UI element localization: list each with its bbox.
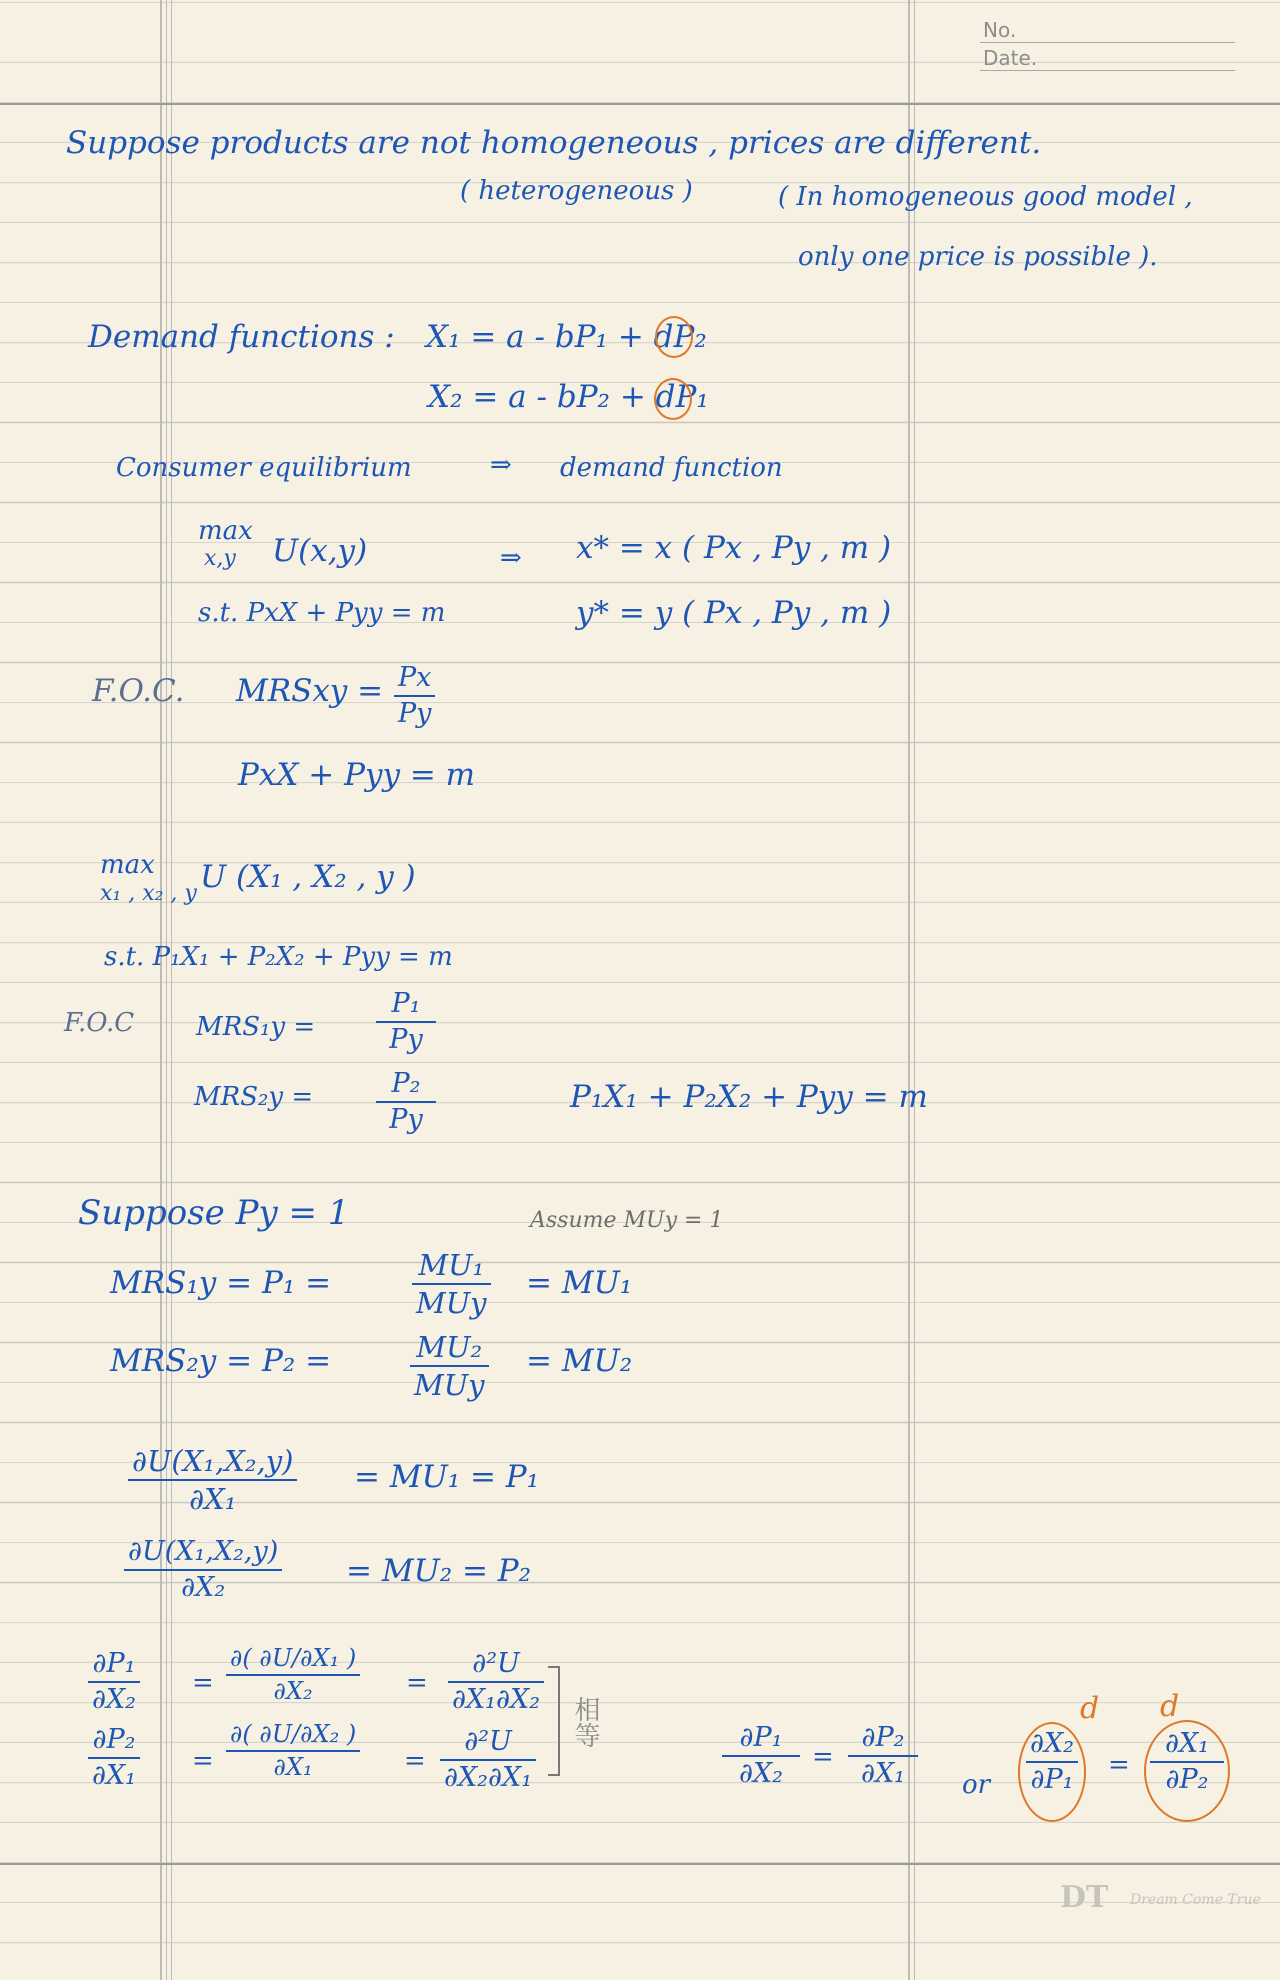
or-label: or xyxy=(962,1770,991,1800)
brand-logo-mark: DT xyxy=(1060,1880,1109,1915)
margin-line xyxy=(160,0,162,1980)
implies-arrow: ⇒ xyxy=(490,450,512,480)
d-mark: d xyxy=(1080,1691,1100,1726)
mu1-equals-p1: = MU₁ = P₁ xyxy=(354,1459,540,1495)
mrs2-fraction: P₂ Py xyxy=(376,1070,436,1135)
equals-sign: = xyxy=(406,1668,428,1698)
partial-u-x2: ∂U(X₁,X₂,y) ∂X₂ xyxy=(124,1538,282,1603)
max-subscript: x₁ , x₂ , y xyxy=(100,881,197,906)
dx1-dp2: ∂X₁ ∂P₂ xyxy=(1150,1730,1224,1795)
dp1-dx2: ∂P₁ ∂X₂ xyxy=(88,1650,140,1715)
d-du-dx1-dx2: ∂( ∂U/∂X₁ ) ∂X₂ xyxy=(226,1646,360,1704)
foc-label: F.O.C. xyxy=(92,673,185,709)
utility-function: U(x,y) xyxy=(272,533,368,569)
mrs1-fraction: P₁ Py xyxy=(376,990,436,1055)
header-divider xyxy=(0,103,1280,105)
dx2-dp1-highlight xyxy=(1018,1722,1086,1822)
equals-sign: = xyxy=(404,1746,426,1776)
center-line xyxy=(908,0,910,1980)
budget-constraint: s.t. PxX + Pyy = m xyxy=(198,598,446,628)
d-mark: d xyxy=(1160,1689,1180,1724)
demand-x2-eq: X₂ = a - bP₂ + dP₁ xyxy=(428,379,709,415)
equals-mu1: = MU₁ xyxy=(526,1265,633,1301)
mrs1-row: MRS₁y = P₁ = xyxy=(110,1265,332,1301)
demand-function-label: demand function xyxy=(560,453,783,483)
price-ratio-fraction: Px Py xyxy=(394,664,435,729)
consumer-equilibrium-label: Consumer equilibrium xyxy=(116,453,412,483)
equals-mu2: = MU₂ xyxy=(526,1343,633,1379)
d-highlight-circle xyxy=(655,316,693,358)
d-highlight-circle xyxy=(654,378,692,420)
center-line xyxy=(914,0,915,1980)
mrs-1y: MRS₁y = xyxy=(196,1012,316,1042)
dp2-dx1-result: ∂P₂ ∂X₁ xyxy=(848,1724,918,1789)
margin-line xyxy=(166,0,167,1980)
intro-line: Suppose products are not homogeneous , prices are different. xyxy=(66,125,1042,161)
no-label: No. xyxy=(983,18,1017,42)
suppose-py-1: Suppose Py = 1 xyxy=(78,1193,350,1233)
equals-sign: = xyxy=(192,1746,214,1776)
heterogeneous-note: ( heterogeneous ) xyxy=(460,176,693,206)
d-du-dx2-dx1: ∂( ∂U/∂X₂ ) ∂X₁ xyxy=(226,1722,360,1780)
date-label: Date. xyxy=(983,46,1038,70)
dp1-dx2-result: ∂P₁ ∂X₂ xyxy=(722,1724,800,1789)
dp2-dx1: ∂P₂ ∂X₁ xyxy=(88,1726,140,1791)
equals-sign: = xyxy=(1108,1750,1130,1780)
no-underline xyxy=(980,42,1235,43)
max-subscript: x,y xyxy=(204,546,236,571)
equality-bracket xyxy=(548,1666,560,1776)
foc-label: F.O.C xyxy=(64,1008,135,1038)
d2u-dx1dx2: ∂²U ∂X₁∂X₂ xyxy=(448,1650,544,1715)
margin-line xyxy=(171,0,172,1980)
max-label: max xyxy=(198,516,253,546)
max-label: max xyxy=(100,850,155,880)
mrs2-row: MRS₂y = P₂ = xyxy=(110,1343,332,1379)
partial-u-x1: ∂U(X₁,X₂,y) ∂X₁ xyxy=(128,1446,297,1515)
demand-functions-label: Demand functions : xyxy=(88,319,395,355)
footer-divider xyxy=(0,1863,1280,1865)
equals-sign: = xyxy=(812,1742,834,1772)
implies-arrow: ⇒ xyxy=(500,543,522,573)
budget-constraint-3goods: s.t. P₁X₁ + P₂X₂ + Pyy = m xyxy=(104,942,453,972)
mrs-xy: MRSxy = xyxy=(236,673,384,709)
d2u-dx2dx1: ∂²U ∂X₂∂X₁ xyxy=(440,1728,536,1793)
dx1-dp2-highlight xyxy=(1144,1720,1230,1822)
equal-annotation: 相等 xyxy=(570,1696,600,1748)
dx2-dp1: ∂X₂ ∂P₁ xyxy=(1026,1730,1078,1795)
assume-muy-1: Assume MUy = 1 xyxy=(530,1208,724,1233)
mu2-equals-p2: = MU₂ = P₂ xyxy=(346,1553,532,1589)
equals-sign: = xyxy=(192,1668,214,1698)
y-star-eq: y* = y ( Px , Py , m ) xyxy=(576,595,892,631)
mu2-over-muy: MU₂ MUy xyxy=(410,1332,489,1401)
date-underline xyxy=(980,70,1235,71)
x-star-eq: x* = x ( Px , Py , m ) xyxy=(576,530,892,566)
budget-equation-3goods: P₁X₁ + P₂X₂ + Pyy = m xyxy=(570,1079,928,1115)
utility-function-3goods: U (X₁ , X₂ , y ) xyxy=(200,859,416,895)
demand-x1-eq: X₁ = a - bP₁ + dP₂ xyxy=(426,319,707,355)
brand-logo-text: Dream Come True xyxy=(1130,1892,1261,1908)
only-one-price-note: only one price is possible ). xyxy=(798,242,1158,272)
mrs-2y: MRS₂y = xyxy=(194,1082,314,1112)
homogeneous-model-note: ( In homogeneous good model , xyxy=(778,182,1193,212)
mu1-over-muy: MU₁ MUy xyxy=(412,1250,491,1319)
budget-equation: PxX + Pyy = m xyxy=(238,757,476,793)
